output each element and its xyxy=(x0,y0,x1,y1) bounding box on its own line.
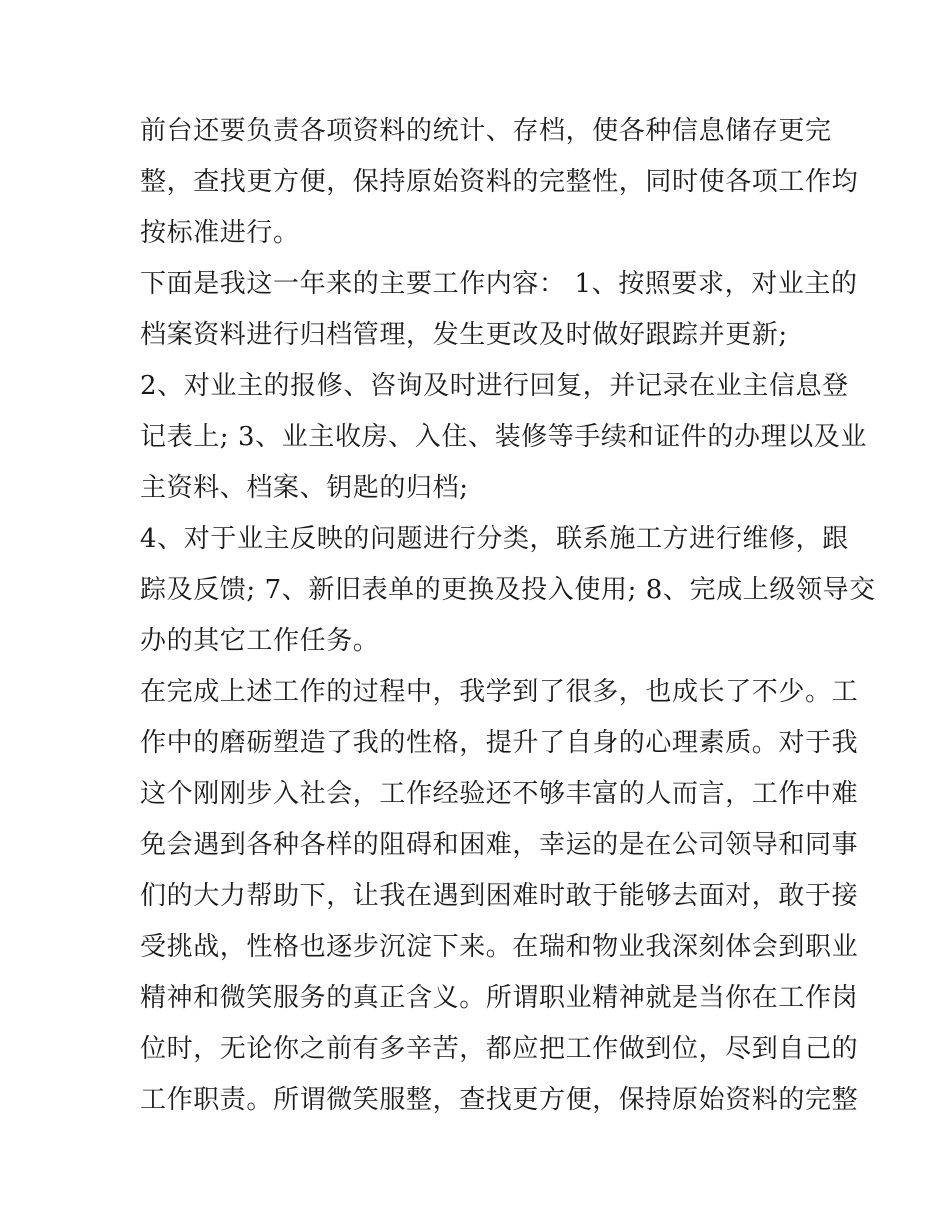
text-line: 工作职责。所谓微笑服整，查找更方便，保持原始资料的完整 xyxy=(140,1085,859,1115)
text-line: 精神和微笑服务的真正含义。所谓职业精神就是当你在工作岗 xyxy=(140,983,859,1013)
text-line: 记表上; 3、业主收房、入住、装修等手续和证件的办理以及业 xyxy=(140,422,867,452)
text-line: 主资料、档案、钥匙的归档; xyxy=(140,473,469,503)
text-line: 踪及反馈; 7、新旧表单的更换及投入使用; 8、完成上级领导交 xyxy=(140,575,876,605)
text-line: 们的大力帮助下，让我在遇到困难时敢于能够去面对，敢于接 xyxy=(140,881,859,911)
text-line: 2、对业主的报修、咨询及时进行回复，并记录在业主信息登 xyxy=(140,371,849,401)
text-line: 受挑战，性格也逐步沉淀下来。在瑞和物业我深刻体会到职业 xyxy=(140,932,859,962)
document-body xyxy=(140,106,876,1126)
text-line: 档案资料进行归档管理，发生更改及时做好跟踪并更新; xyxy=(140,320,788,350)
text-line: 作中的磨砺塑造了我的性格，提升了自身的心理素质。对于我 xyxy=(140,728,859,758)
text-line: 位时，无论你之前有多辛苦，都应把工作做到位，尽到自己的 xyxy=(140,1034,859,1064)
text-line: 这个刚刚步入社会，工作经验还不够丰富的人而言，工作中难 xyxy=(140,779,859,809)
text-line: 前台还要负责各项资料的统计、存档，使各种信息储存更完 xyxy=(140,116,832,146)
text-line: 4、对于业主反映的问题进行分类，联系施工方进行维修，跟 xyxy=(140,524,849,554)
text-line: 下面是我这一年来的主要工作内容： 1、按照要求，对业主的 xyxy=(140,269,858,299)
text-line: 按标准进行。 xyxy=(140,218,300,248)
text-line: 整，查找更方便，保持原始资料的完整性，同时使各项工作均 xyxy=(140,167,859,197)
text-line: 在完成上述工作的过程中，我学到了很多，也成长了不少。工 xyxy=(140,677,859,707)
text-line: 办的其它工作任务。 xyxy=(140,626,380,656)
text-line: 免会遇到各种各样的阻碍和困难，幸运的是在公司领导和同事 xyxy=(140,830,859,860)
